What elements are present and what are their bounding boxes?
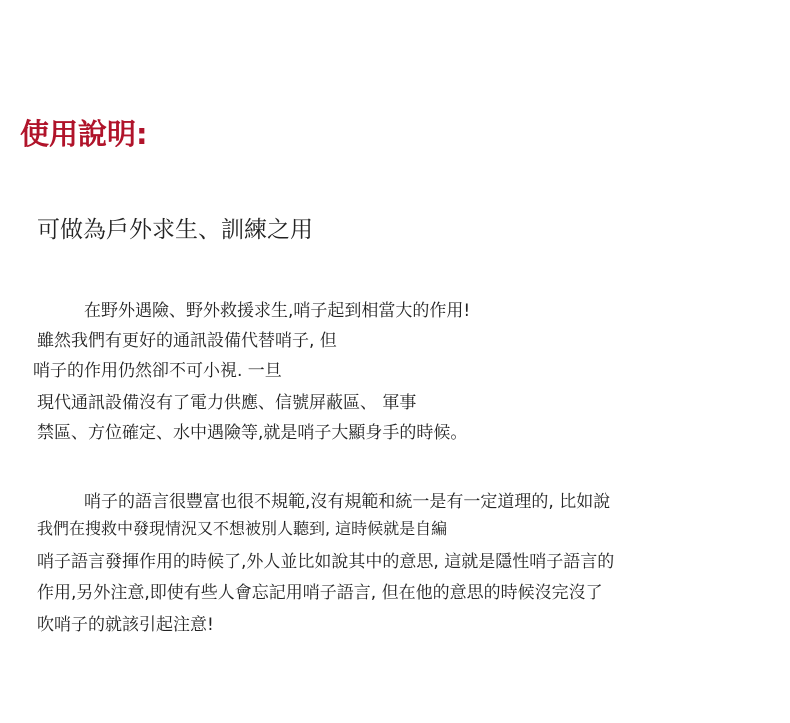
paragraph-2-line-3: 哨子語言發揮作用的時候了,外人並比如說其中的意思, 這就是隱性哨子語言的 — [37, 552, 615, 572]
paragraph-1-line-5: 禁區、方位確定、水中遇險等,就是哨子大顯身手的時候。 — [37, 423, 468, 443]
paragraph-1-line-2: 雖然我們有更好的通訊設備代替哨子, 但 — [37, 331, 337, 351]
paragraph-2-line-2: 我們在搜救中發現情況又不想被別人聽到, 這時候就是自編 — [37, 519, 448, 538]
paragraph-1-line-3: 哨子的作用仍然卻不可小視. 一旦 — [33, 361, 282, 381]
paragraph-2-line-5: 吹哨子的就該引起注意! — [37, 615, 214, 635]
subtitle: 可做為戶外求生、訓練之用 — [37, 217, 313, 243]
usage-heading: 使用說明: — [20, 117, 148, 151]
paragraph-2-line-1: 哨子的語言很豐富也很不規範,沒有規範和統一是有一定道理的, 比如說 — [84, 492, 611, 512]
paragraph-1-line-1: 在野外遇險、野外救援求生,哨子起到相當大的作用! — [84, 301, 471, 321]
paragraph-2-line-4: 作用,另外注意,即使有些人會忘記用哨子語言, 但在他的意思的時候沒完沒了 — [37, 583, 603, 603]
paragraph-1-line-4: 現代通訊設備沒有了電力供應、信號屏蔽區、 軍事 — [37, 393, 417, 413]
